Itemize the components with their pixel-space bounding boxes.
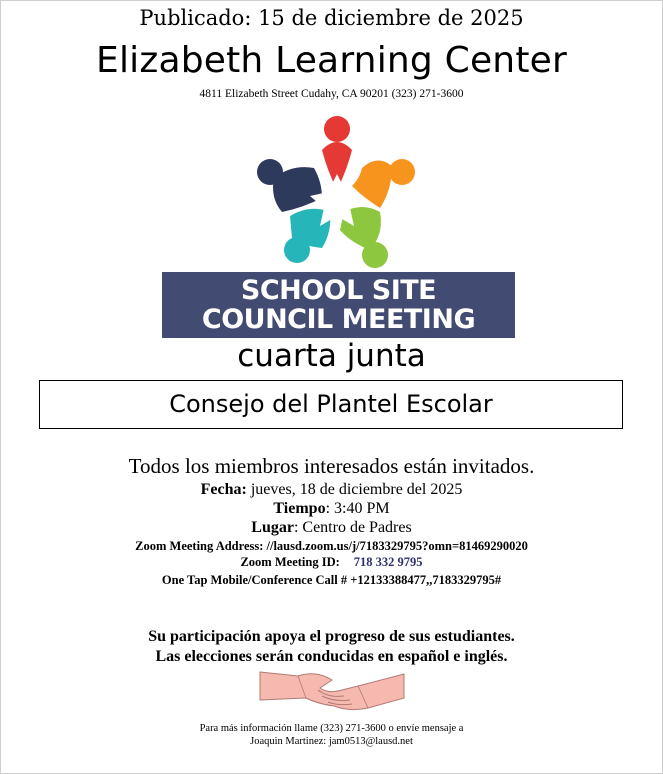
place-label: Lugar: [251, 519, 294, 536]
zoom-address: Zoom Meeting Address: //lausd.zoom.us/j/7183329795?omn=81469290020: [135, 539, 528, 553]
time-value: : 3:40 PM: [325, 500, 390, 517]
council-name: Consejo del Plantel Escolar: [169, 390, 493, 418]
contact-line-1: Para más información llame (323) 271-3600 o envíe mensaje a: [199, 723, 464, 734]
elections-text: Las elecciones serán conducidas en español e inglés.: [155, 648, 508, 665]
banner-line-2: COUNCIL MEETING: [201, 304, 476, 335]
meeting-place: [0, 519, 663, 537]
zoom-id-value: 718 332 9795: [353, 555, 423, 569]
date-label: Fecha:: [200, 481, 247, 498]
banner-line-1: SCHOOL SITE: [240, 275, 437, 306]
support-messages: [0, 627, 663, 667]
place-value: : Centro de Padres: [293, 519, 412, 536]
contact-info: [0, 722, 663, 748]
invitation-text: Todos los miembros interesados están invitados.: [128, 454, 535, 478]
meeting-time: [0, 500, 663, 518]
conference-call-number: One Tap Mobile/Conference Call # +12133388477,,7183329795#: [161, 573, 502, 587]
meeting-number: cuarta junta: [237, 338, 426, 374]
published-date: Publicado: 15 de diciembre de 2025: [139, 6, 524, 30]
handshake-icon: [258, 668, 406, 712]
time-label: Tiempo: [273, 500, 326, 517]
council-people-logo-icon: [252, 112, 422, 272]
contact-line-2: Joaquin Martinez: jam0513@lausd.net: [250, 736, 413, 747]
school-address: 4811 Elizabeth Street Cudahy, CA 90201 (323) 271-3600: [199, 88, 464, 100]
council-name-box: [39, 380, 623, 429]
meeting-date: [0, 481, 663, 499]
school-name: Elizabeth Learning Center: [96, 40, 567, 81]
support-text: Su participación apoya el progreso de sus estudiantes.: [148, 628, 515, 645]
school-site-council-banner: [162, 272, 515, 338]
zoom-id-label: Zoom Meeting ID:: [240, 555, 340, 569]
date-value: jueves, 18 de diciembre del 2025: [246, 481, 463, 498]
zoom-meeting-id: [0, 555, 663, 570]
